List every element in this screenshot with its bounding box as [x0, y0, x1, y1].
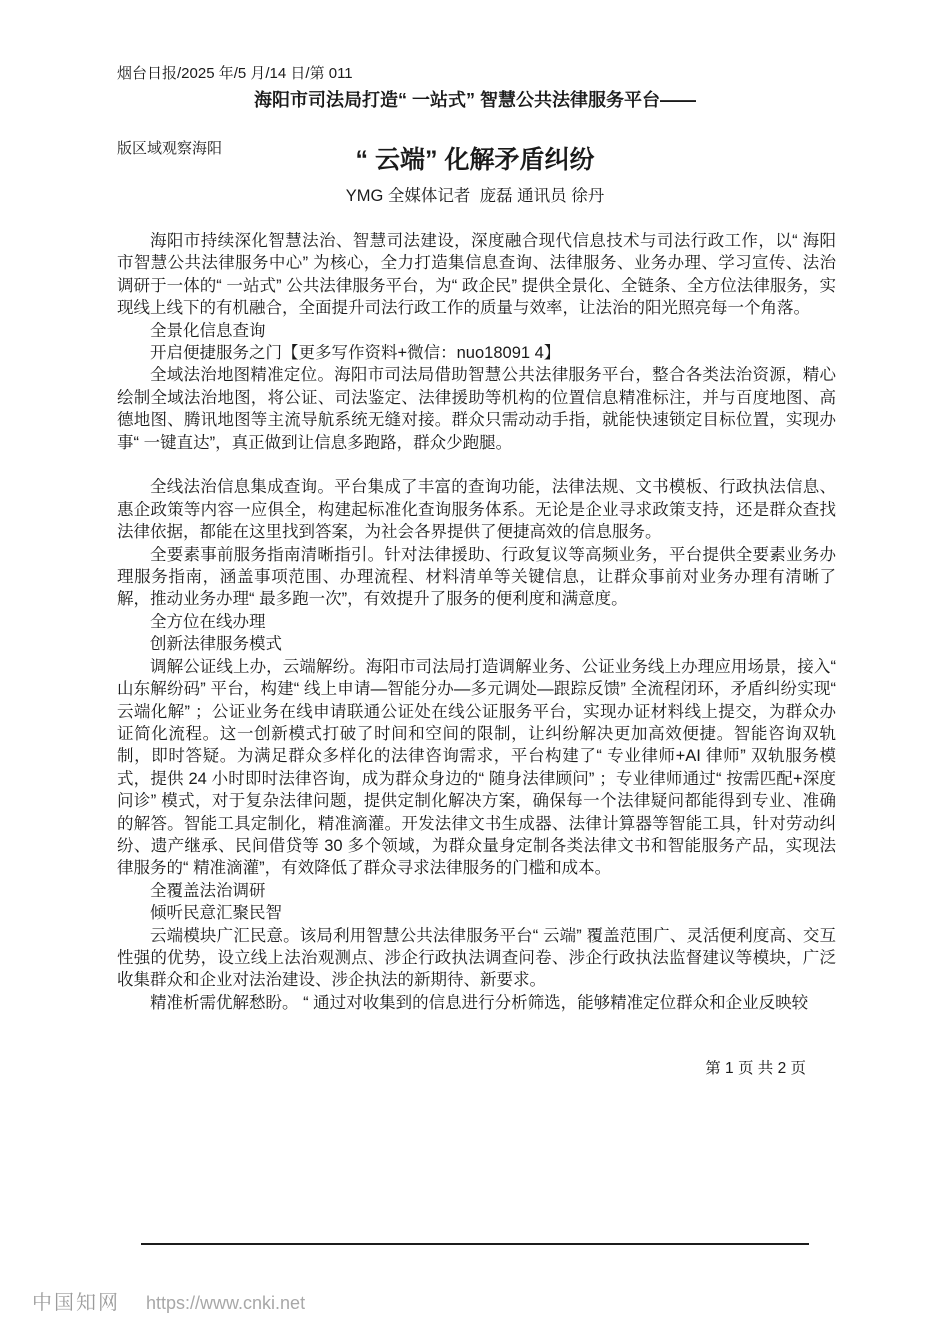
article-supertitle: 海阳市司法局打造“ 一站式” 智慧公共法律服务平台—— — [254, 90, 696, 110]
cnki-url-link[interactable]: https://www.cnki.net — [146, 1293, 306, 1313]
article-body — [117, 230, 836, 1014]
paragraph: 倾听民意汇聚民智 — [150, 904, 282, 923]
article-byline: YMG 全媒体记者 庞磊 通讯员 徐丹 — [345, 187, 605, 205]
footer-divider-rule — [141, 1243, 809, 1245]
paragraph: 开启便捷服务之门【更多写作资料+微信：nuo18091 4】 — [150, 344, 561, 363]
page-number: 第 1 页 共 2 页 — [705, 1060, 806, 1077]
paragraph: 海阳市持续深化智慧法治、智慧司法建设，深度融合现代信息技术与司法行政工作，以“ 海阳市智慧公共法律服务中心” 为核心，全力打造集信息查询、法律服务、业务办理、学习宣传、法治调研于一体的“ 一站式” 公共法律服务平台，为“ 政企民” 提供全景化、全链条、全方位法律服务，实现线上线下的有机融合，全面提升司法行政工作的质量与效率，让法治的阳光照亮每一个角落。 — [117, 232, 836, 318]
paragraph: 全域法治地图精准定位。海阳市司法局借助智慧公共法律服务平台，整合各类法治资源，精心绘制全域法治地图，将公证、司法鉴定、法律援助等机构的位置信息精准标注，并与百度地图、高德地图、腾讯地图等主流导航系统无缝对接。群众只需动动手指，就能快速锁定目标位置，实现办事“ 一键直达”，真正做到让信息多跑路，群众少跑腿。 — [117, 366, 836, 452]
paragraph: 全线法治信息集成查询。平台集成了丰富的查询功能，法律法规、文书模板、行政执法信息、惠企政策等内容一应俱全，构建起标准化查询服务体系。无论是企业寻求政策支持，还是群众查找法律依据，都能在这里找到答案，为社会各界提供了便捷高效的信息服务。 — [117, 478, 836, 542]
paragraph: 全覆盖法治调研 — [150, 881, 266, 900]
paragraph: 精准析需优解愁盼。 “ 通过对收集到的信息进行分析筛选，能够精准定位群众和企业反映较 — [150, 993, 809, 1012]
article-title: “ 云端” 化解矛盾纠纷 — [355, 145, 595, 174]
paragraph: 全景化信息查询 — [150, 321, 266, 340]
paragraph: 云端模块广汇民意。该局利用智慧公共法律服务平台“ 云端” 覆盖范围广、灵活便利度高、交互性强的优势，设立线上法治观测点、涉企行政执法调查问卷、涉企行政执法监督建议等模块，广泛收集群众和企业对法治建设、涉企执法的新期待、新要求。 — [117, 926, 836, 990]
paragraph: 全要素事前服务指南清晰指引。针对法律援助、行政复议等高频业务，平台提供全要素业务办理服务指南，涵盖事项范围、办理流程、材料清单等关键信息，让群众事前对业务办理有清晰了解，推动业务办理“ 最多跑一次”，有效提升了服务的便利度和满意度。 — [117, 545, 836, 609]
paragraph-spacer — [117, 454, 836, 476]
source-line-2: 版区域观察海阳 — [117, 140, 223, 157]
paragraph: 创新法律服务模式 — [150, 635, 282, 654]
paragraph: 调解公证线上办，云端解纷。海阳市司法局打造调解业务、公证业务线上办理应用场景，接入“ 山东解纷码” 平台，构建“ 线上申请—智能分办—多元调处—跟踪反馈” 全流程闭环，矛盾纠纷实现“ 云端化解” ；公证业务在线申请联通公证处在线公证服务平台，实现办证材料线上提交，为群众办证简化流程。这一创新模式打破了时间和空间的限制，让纠纷解决更加高效便捷。智能咨询双轨制，即时答疑。为满足群众多样化的法律咨询需求，平台构建了“ 专业律师+AI 律师” 双轨服务模式，提供 24 小时即时法律咨询，成为群众身边的“ 随身法律顾问” ；专业律师通过“ 按需匹配+深度问诊” 模式，对于复杂法律问题，提供定制化解决方案，确保每一个法律疑问都能得到专业、准确的解答。智能工具定制化，精准滴灌。开发法律文书生成器、法律计算器等智能工具，针对劳动纠纷、遗产继承、民间借贷等 30 多个领域，为群众量身定制各类法律文书和智能服务产品，实现法律服务的“ 精准滴灌”，有效降低了群众寻求法律服务的门槛和成本。 — [117, 657, 836, 878]
paragraph: 全方位在线办理 — [150, 612, 266, 631]
cnki-brand-label: 中国知网 — [32, 1292, 120, 1314]
source-line-1: 烟台日报/2025 年/5 月/14 日/第 011 — [117, 65, 353, 82]
cnki-watermark — [32, 1286, 305, 1315]
